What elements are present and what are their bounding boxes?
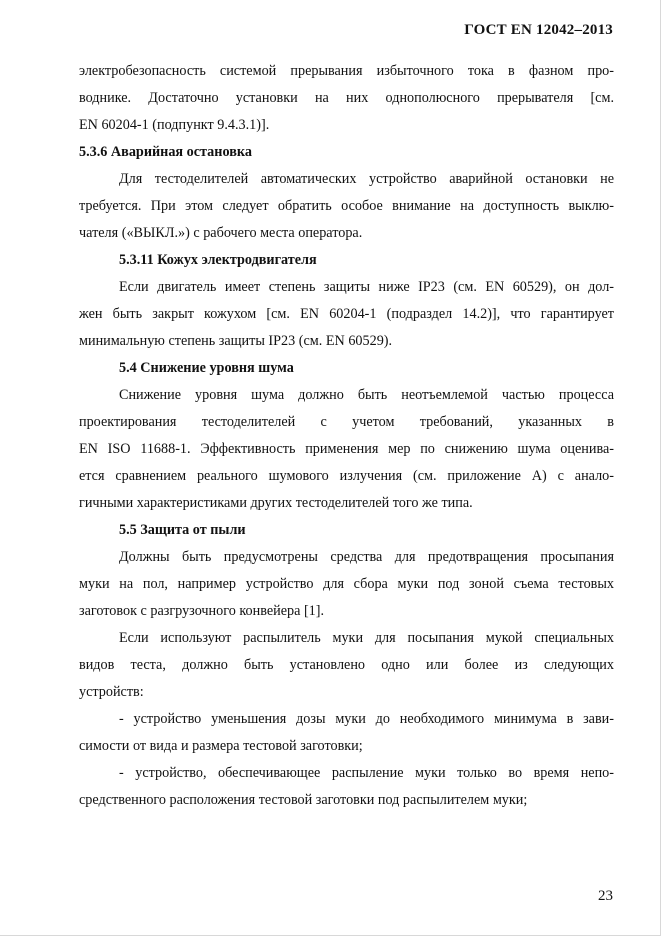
text-line: требуется. При этом следует обратить особое внимание на доступность выклю- bbox=[79, 198, 614, 214]
paragraph bbox=[79, 760, 614, 814]
text-line: минимальную степень защиты IP23 (см. EN 60529). bbox=[79, 333, 393, 349]
document-body bbox=[79, 58, 614, 814]
text-line: - устройство, обеспечивающее распыление муки только во время непо- bbox=[119, 765, 614, 781]
text-line: средственного расположения тестовой заготовки под распылителем муки; bbox=[79, 792, 528, 808]
section-heading: 5.4 Снижение уровня шума bbox=[119, 360, 294, 376]
text-line: видов теста, должно быть установлено одно или более из следующих bbox=[79, 657, 614, 673]
text-line: Для тестоделителей автоматических устройство аварийной остановки не bbox=[119, 171, 614, 187]
paragraph bbox=[79, 544, 614, 625]
text-line: ется сравнением реального шумового излучения (см. приложение А) с анало- bbox=[79, 468, 614, 484]
section-heading: 5.3.11 Кожух электродвигателя bbox=[119, 252, 317, 268]
text-line: EN ISO 11688-1. Эффективность применения мер по снижению шума оценива- bbox=[79, 441, 614, 457]
text-line: - устройство уменьшения дозы муки до необходимого минимума в зави- bbox=[119, 711, 614, 727]
text-line: жен быть закрыт кожухом [см. EN 60204-1 (подраздел 14.2)], что гарантирует bbox=[79, 306, 614, 322]
paragraph bbox=[79, 706, 614, 760]
text-line: муки на пол, например устройство для сбора муки под зоной съема тестовых bbox=[79, 576, 614, 592]
text-line: Должны быть предусмотрены средства для предотвращения просыпания bbox=[119, 549, 614, 565]
text-line: устройств: bbox=[79, 684, 144, 700]
paragraph bbox=[79, 58, 614, 139]
text-line: гичными характеристиками других тестоделителей того же типа. bbox=[79, 495, 473, 511]
text-line: Снижение уровня шума должно быть неотъемлемой частью процесса bbox=[119, 387, 614, 403]
text-line: EN 60204-1 (подпункт 9.4.3.1)]. bbox=[79, 117, 270, 133]
paragraph bbox=[79, 166, 614, 247]
paragraph bbox=[79, 382, 614, 517]
text-line: Если используют распылитель муки для посыпания мукой специальных bbox=[119, 630, 614, 646]
text-line: электробезопасность системой прерывания избыточного тока в фазном про- bbox=[79, 63, 614, 79]
paragraph bbox=[79, 625, 614, 706]
document-code-header: ГОСТ EN 12042–2013 bbox=[464, 22, 613, 38]
text-line: чателя («ВЫКЛ.») с рабочего места оператора. bbox=[79, 225, 363, 241]
text-line: проектирования тестоделителей с учетом требований, указанных в bbox=[79, 414, 614, 430]
page-number: 23 bbox=[598, 888, 613, 904]
text-line: воднике. Достаточно установки на них однополюсного прерывателя [см. bbox=[79, 90, 614, 106]
text-line: Если двигатель имеет степень защиты ниже IP23 (см. EN 60529), он дол- bbox=[119, 279, 614, 295]
section-heading: 5.3.6 Аварийная остановка bbox=[79, 144, 252, 160]
text-line: заготовок с разгрузочного конвейера [1]. bbox=[79, 603, 325, 619]
text-line: симости от вида и размера тестовой заготовки; bbox=[79, 738, 363, 754]
section-heading: 5.5 Защита от пыли bbox=[119, 522, 246, 538]
paragraph bbox=[79, 274, 614, 355]
